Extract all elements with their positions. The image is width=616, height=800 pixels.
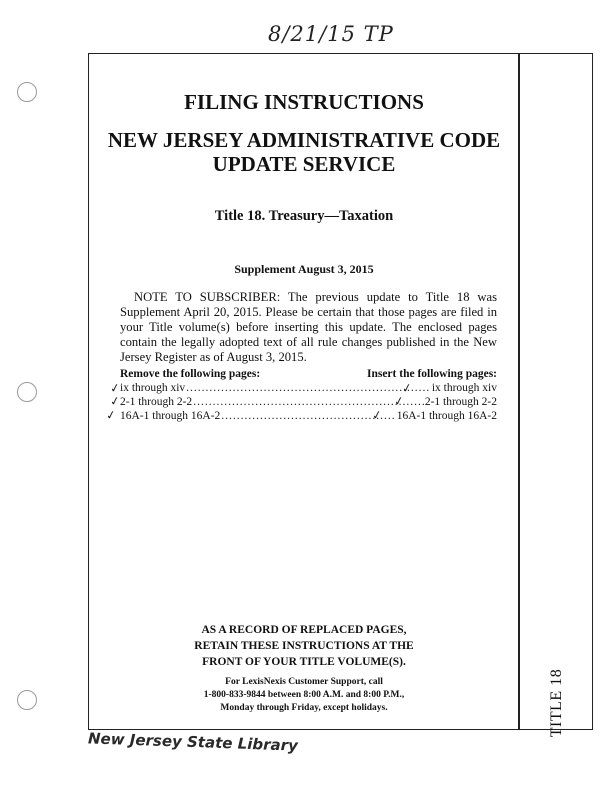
dot-leader bbox=[186, 382, 431, 394]
title-tab bbox=[520, 53, 593, 738]
record-line3: FRONT OF YOUR TITLE VOLUME(S). bbox=[202, 656, 406, 668]
list-header bbox=[120, 368, 497, 382]
code-heading-line2: UPDATE SERVICE bbox=[212, 152, 396, 176]
library-stamp: New Jersey State Library bbox=[87, 729, 299, 755]
check-mark-icon: ✓ bbox=[108, 380, 122, 396]
check-mark-icon: ✓ bbox=[392, 393, 406, 409]
remove-header: Remove the following pages: bbox=[120, 368, 261, 380]
code-heading-line1: NEW JERSEY ADMINISTRATIVE CODE bbox=[107, 128, 501, 152]
binder-hole-icon bbox=[17, 382, 37, 402]
check-mark-icon: ✓ bbox=[104, 407, 118, 423]
record-notice bbox=[90, 622, 518, 670]
contact-line1: For LexisNexis Customer Support, call bbox=[225, 677, 383, 687]
dot-leader bbox=[193, 396, 424, 408]
remove-pages: ix through xiv bbox=[120, 382, 186, 394]
remove-pages: 2-1 through 2-2 bbox=[120, 396, 193, 408]
dot-leader bbox=[221, 410, 395, 422]
list-item bbox=[120, 396, 497, 410]
insert-pages: ix through xiv bbox=[431, 382, 497, 394]
record-line2: RETAIN THESE INSTRUCTIONS AT THE bbox=[194, 640, 414, 652]
binder-hole-icon bbox=[17, 690, 37, 710]
customer-support-info bbox=[90, 676, 518, 715]
filing-instructions-heading: FILING INSTRUCTIONS bbox=[184, 90, 424, 114]
code-heading bbox=[90, 128, 518, 176]
list-item bbox=[120, 410, 497, 424]
record-line1: AS A RECORD OF REPLACED PAGES, bbox=[201, 624, 407, 636]
check-mark-icon: ✓ bbox=[400, 380, 414, 396]
insert-pages: 2-1 through 2-2 bbox=[424, 396, 497, 408]
check-mark-icon: ✓ bbox=[370, 407, 384, 423]
title-heading: Title 18. Treasury—Taxation bbox=[214, 208, 394, 224]
insert-pages: 16A-1 through 16A-2 bbox=[396, 410, 497, 422]
supplement-date: Supplement August 3, 2015 bbox=[234, 262, 374, 276]
page-replacement-list bbox=[120, 368, 497, 424]
insert-header: Insert the following pages: bbox=[366, 368, 497, 380]
contact-line2: 1-800-833-9844 between 8:00 A.M. and 8:00 P.M., bbox=[203, 690, 405, 700]
contact-line3: Monday through Friday, except holidays. bbox=[220, 703, 388, 713]
list-item bbox=[120, 382, 497, 396]
title-tab-label: TITLE 18 bbox=[547, 668, 565, 738]
handwritten-date: 8/21/15 TP bbox=[268, 22, 394, 46]
remove-pages: 16A-1 through 16A-2 bbox=[120, 410, 221, 422]
binder-hole-icon bbox=[17, 82, 37, 102]
note-to-subscriber: NOTE TO SUBSCRIBER: The previous update to Title 18 was Supplement April 20, 2015. Please be certain that those pages are filed in your Title volume(s) before inserting this update. The enclosed pages contain the legally adopted text of all rule changes published in the New Jersey Register as of August 3, 2015. bbox=[120, 290, 497, 364]
check-mark-icon: ✓ bbox=[108, 393, 122, 409]
